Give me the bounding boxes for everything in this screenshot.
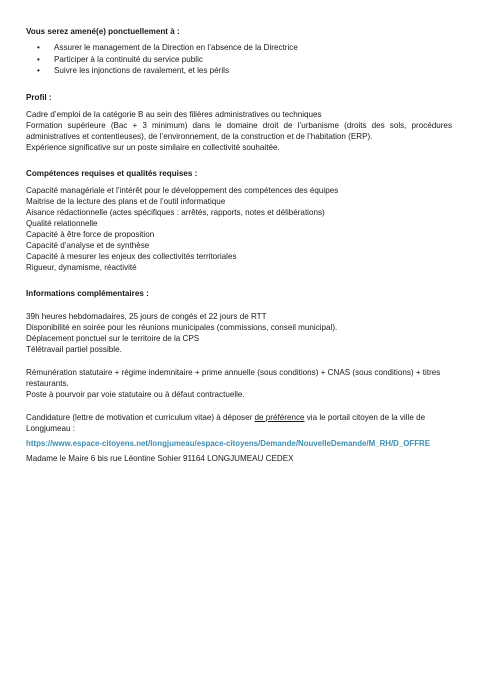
list-item: Télétravail partiel possible. [26, 344, 122, 354]
poste-text: Poste à pourvoir par voie statutaire ou à défaut contractuelle. [26, 389, 245, 399]
list-item: Aisance rédactionnelle (actes spécifiques : arrêtés, rapports, notes et délibérations) [26, 207, 325, 217]
missions-list [26, 42, 452, 77]
list-item: Capacité à mesurer les enjeux des collectivités territoriales [26, 251, 237, 261]
list-item: 39h heures hebdomadaires, 25 jours de congés et 22 jours de RTT [26, 311, 267, 321]
bullet-icon: • [37, 66, 40, 75]
bullet-icon: • [37, 43, 40, 52]
list-item: Rigueur, dynamisme, réactivité [26, 262, 137, 272]
list-item: Maitrise de la lecture des plans et de l’outil informatique [26, 196, 226, 206]
list-item: • Suivre les injonctions de ravalement, et les périls [37, 66, 229, 75]
preference-emphasis: de préférence [254, 412, 305, 422]
competences-heading: Compétences requises et qualités requises : [26, 168, 198, 178]
infos-heading: Informations complémentaires : [26, 288, 149, 298]
list-item: Capacité à être force de proposition [26, 229, 155, 239]
document-page [26, 26, 452, 464]
list-item: Capacité managériale et l’intérêt pour le développement des compétences des équipes [26, 185, 339, 195]
list-item: Déplacement ponctuel sur le territoire de la CPS [26, 333, 200, 343]
list-item: Disponibilité en soirée pour les réunions municipales (commissions, conseil municipal). [26, 322, 338, 332]
profil-line: Formation supérieure (Bac + 3 minimum) dans le domaine droit de l’urbanisme (droits des sols, procédures administratives et contentieuses), de l’environnement, de la construction et de l’habitation (ERP). [26, 120, 452, 141]
profil-line: Cadre d’emploi de la catégorie B au sein des filières administratives ou techniques [26, 109, 322, 119]
bullet-icon: • [37, 54, 40, 64]
list-item: • Participer à la continuité du service public [37, 54, 203, 64]
list-item: Capacité d’analyse et de synthèse [26, 240, 150, 250]
postal-address: Madame le Maire 6 bis rue Léontine Sohier 91164 LONGJUMEAU CEDEX [26, 453, 294, 463]
candidature-text: Candidature (lettre de motivation et curriculum vitae) à déposer de préférence via le portail citoyen de la ville de Longjumeau : [26, 412, 426, 433]
remuneration-text: Rémunération statutaire + régime indemnitaire + prime annuelle (sous conditions) + CNAS (sous conditions) + titres restaurants. [26, 367, 441, 388]
profil-line: Expérience significative sur un poste similaire en collectivité souhaitée. [26, 142, 280, 152]
list-item: • Assurer le management de la Direction en l’absence de la Directrice [37, 43, 298, 52]
missions-heading: Vous serez amené(e) ponctuellement à : [26, 27, 180, 36]
candidature-link[interactable]: https://www.espace-citoyens.net/longjumeau/espace-citoyens/Demande/NouvelleDemande/M_RH/D_OFFRE [26, 438, 430, 448]
profil-heading: Profil : [26, 92, 52, 102]
list-item: Qualité relationnelle [26, 218, 98, 228]
